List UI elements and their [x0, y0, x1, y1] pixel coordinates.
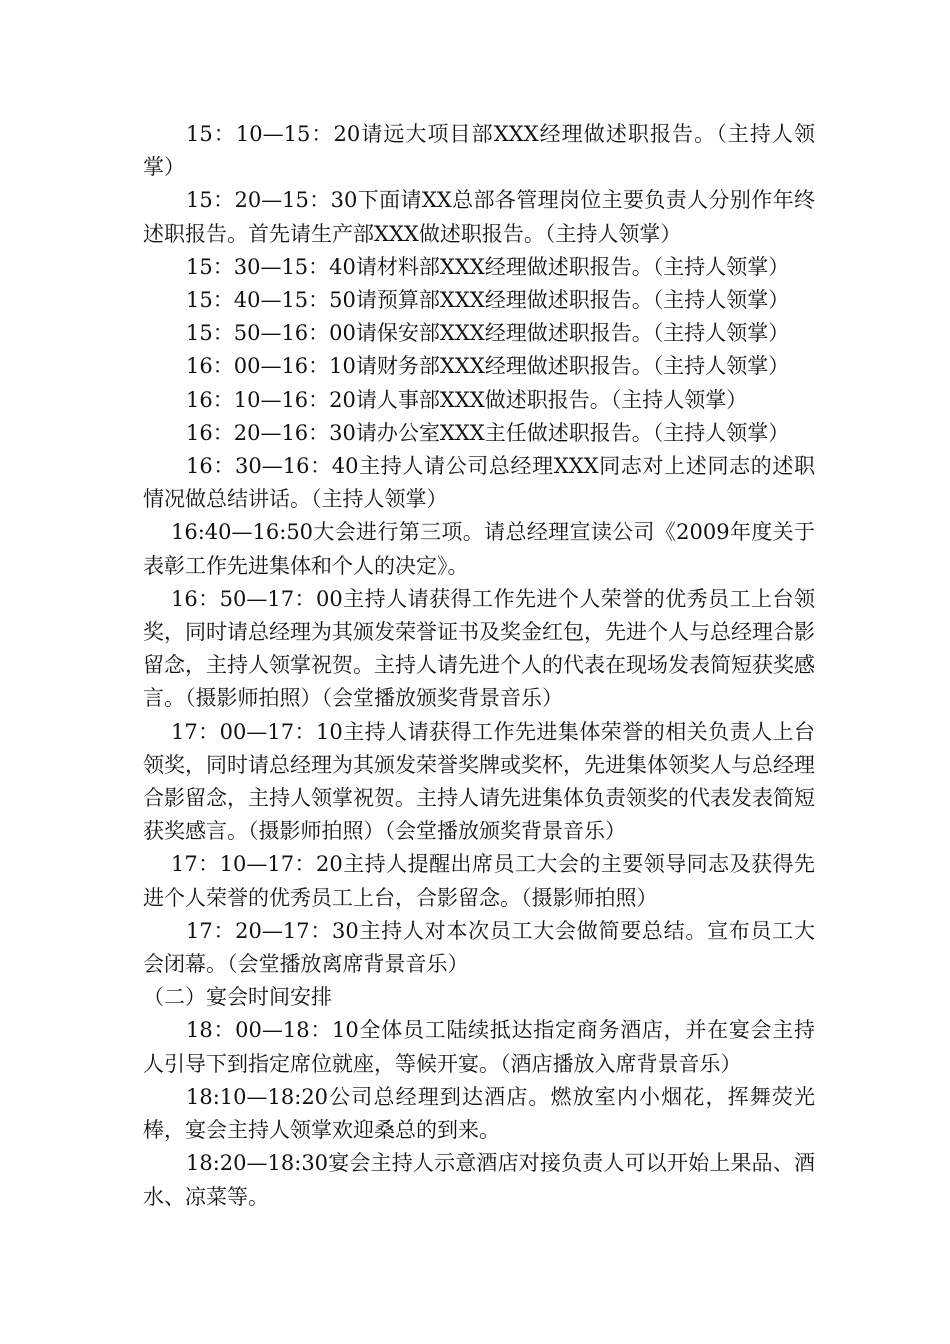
- paragraph-10: 16:40—16:50大会进行第三项。请总经理宣读公司《2009年度关于表彰工作先进集体和个人的决定》。: [143, 520, 815, 578]
- paragraph-16: 18：00—18：10全体员工陆续抵达指定商务酒店，并在宴会主持人引导下到指定席位就座，等候开宴。（酒店播放入席背景音乐）: [143, 1018, 815, 1076]
- paragraph-4: 15：40—15：50请预算部XXX经理做述职报告。（主持人领掌）: [186, 288, 790, 313]
- paragraph-7: 16：10—16：20请人事部XXX做述职报告。（主持人领掌）: [186, 387, 748, 412]
- paragraph-6: 16：00—16：10请财务部XXX经理做述职报告。（主持人领掌）: [186, 354, 790, 379]
- paragraph-13: 17：10—17：20主持人提醒出席员工大会的主要领导同志及获得先进个人荣誉的优秀员工上台，合影留念。（摄影师拍照）: [143, 852, 815, 910]
- paragraph-3: 15：30—15：40请材料部XXX经理做述职报告。（主持人领掌）: [186, 254, 790, 279]
- document-body: [143, 118, 815, 1214]
- paragraph-18: 18:20—18:30宴会主持人示意酒店对接负责人可以开始上果品、酒水、凉菜等。: [143, 1151, 815, 1209]
- paragraph-1: 15：10—15：20请远大项目部XXX经理做述职报告。（主持人领掌）: [143, 122, 815, 180]
- paragraph-2: 15：20—15：30下面请XX总部各管理岗位主要负责人分别作年终述职报告。首先请生产部XXX做述职报告。（主持人领掌）: [143, 188, 815, 246]
- paragraph-8: 16：20—16：30请办公室XXX主任做述职报告。（主持人领掌）: [186, 420, 790, 445]
- section-heading-banquet: （二）宴会时间安排: [143, 985, 332, 1010]
- paragraph-11: 16：50—17：00主持人请获得工作先进个人荣誉的优秀员工上台领奖，同时请总经理为其颁发荣誉证书及奖金红包，先进个人与总经理合影留念，主持人领掌祝贺。主持人请先进个人的代表在现场发表简短获奖感言。（摄影师拍照）（会堂播放颁奖背景音乐）: [143, 586, 815, 711]
- paragraph-5: 15：50—16：00请保安部XXX经理做述职报告。（主持人领掌）: [186, 321, 790, 346]
- paragraph-14: 17：20—17：30主持人对本次员工大会做简要总结。宣布员工大会闭幕。（会堂播放离席背景音乐）: [143, 918, 815, 977]
- paragraph-17: 18:10—18:20公司总经理到达酒店。燃放室内小烟花，挥舞荧光棒，宴会主持人领掌欢迎桑总的到来。: [143, 1084, 815, 1143]
- paragraph-9: 16：30—16：40主持人请公司总经理XXX同志对上述同志的述职情况做总结讲话。（主持人领掌）: [143, 454, 815, 512]
- paragraph-12: 17：00—17：10主持人请获得工作先进集体荣誉的相关负责人上台领奖，同时请总经理为其颁发荣誉奖牌或奖杯，先进集体领奖人与总经理合影留念，主持人领掌祝贺。主持人请先进集体负责领奖的代表发表简短获奖感言。（摄影师拍照）（会堂播放颁奖背景音乐）: [143, 719, 815, 844]
